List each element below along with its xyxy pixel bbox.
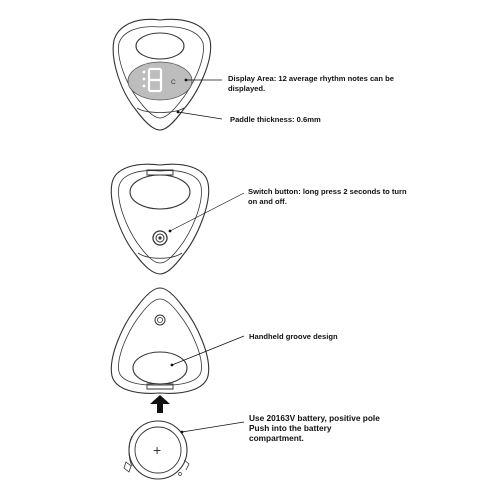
leader-switch-button bbox=[170, 193, 244, 231]
pick-groove bbox=[111, 288, 208, 393]
display-note-letter: C bbox=[171, 79, 176, 86]
label-battery-line2: Push into the battery compartment. bbox=[249, 423, 332, 443]
label-paddle-thickness: Paddle thickness: 0.6mm bbox=[230, 115, 321, 124]
pick-switch bbox=[111, 164, 208, 274]
leader-paddle-thickness bbox=[178, 112, 222, 119]
leader-battery bbox=[182, 422, 244, 432]
display-screen bbox=[128, 62, 192, 100]
label-groove: Handheld groove design bbox=[249, 332, 338, 341]
switch-button-icon bbox=[153, 231, 167, 245]
label-display-area: Display Area: 12 average rhythm notes can be displayed. bbox=[228, 74, 395, 93]
arrow-up-icon bbox=[150, 395, 170, 413]
label-battery-line1: Use 20163V battery, positive pole bbox=[249, 413, 380, 423]
label-switch-button: Switch button: long press 2 seconds to turn on and off. bbox=[248, 187, 407, 206]
battery-positive-sign: + bbox=[153, 442, 162, 458]
